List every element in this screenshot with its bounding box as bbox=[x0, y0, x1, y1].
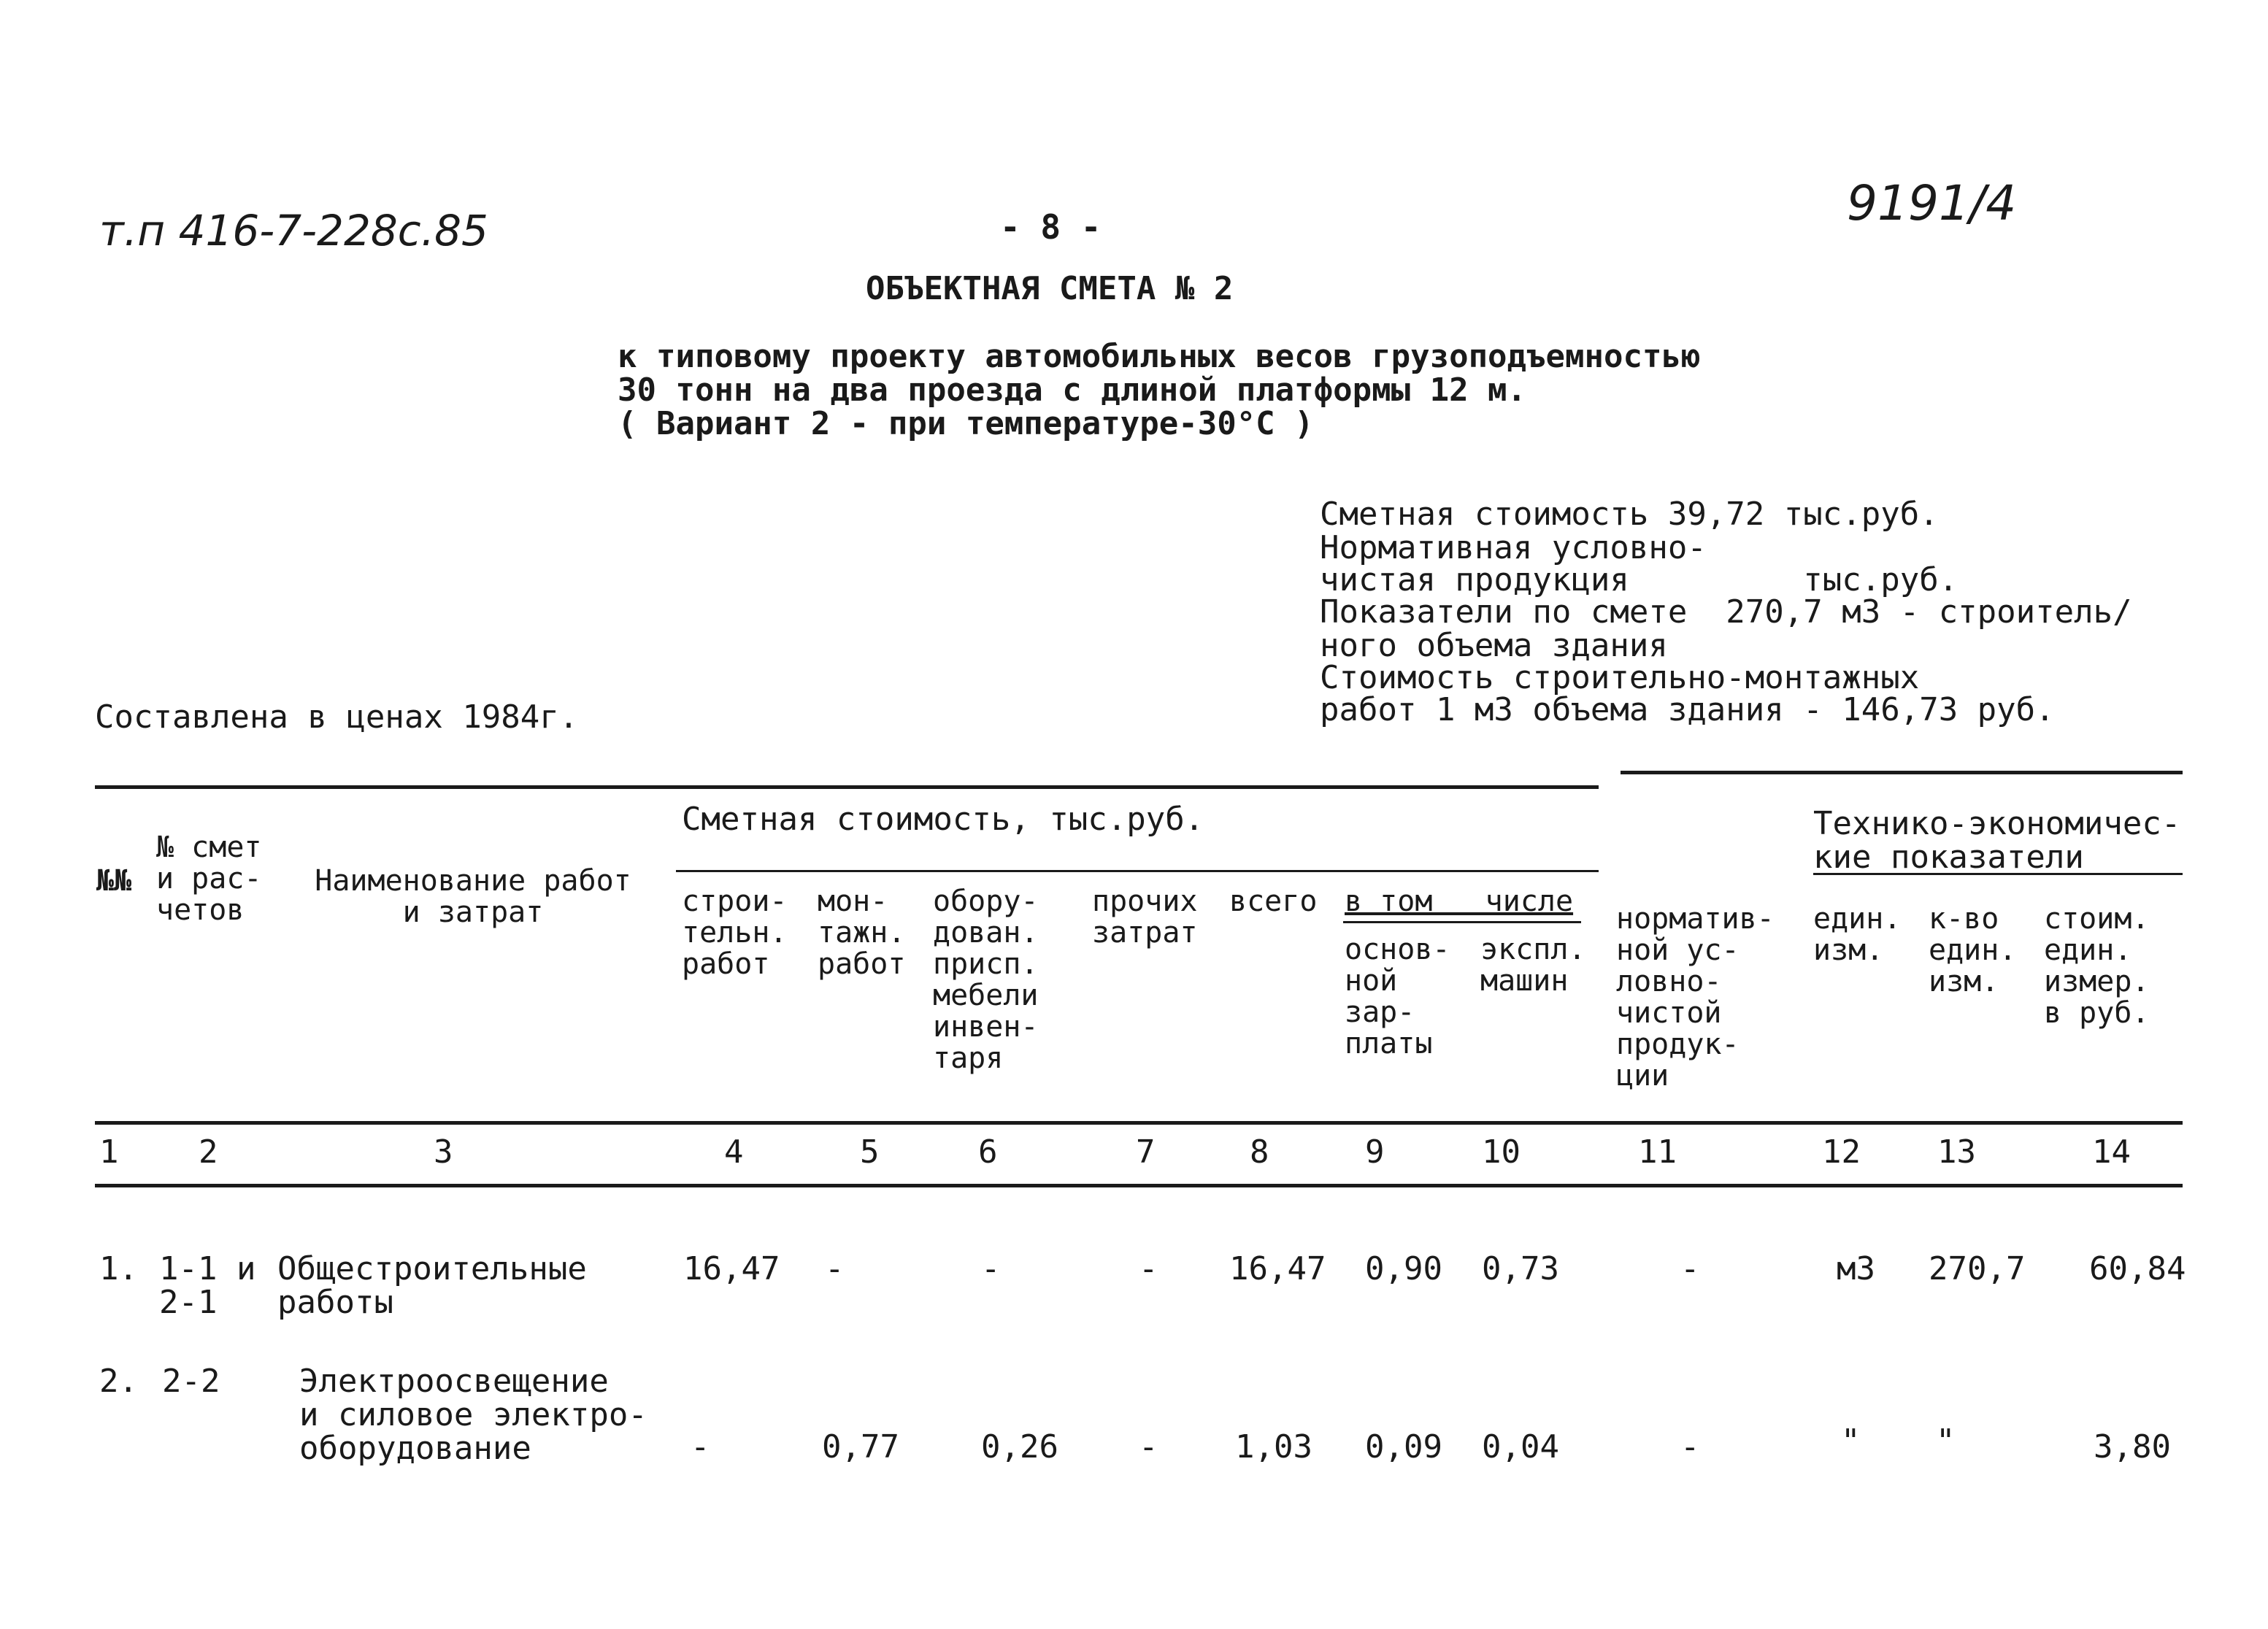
col-number-11: 11 bbox=[1638, 1133, 1677, 1171]
col-number-9: 9 bbox=[1365, 1133, 1385, 1171]
col-header-num: №№ bbox=[96, 864, 132, 898]
table-row-2-estimate: 2-2 bbox=[162, 1363, 220, 1400]
col-header-machines: экспл. машин bbox=[1480, 933, 1586, 998]
col-number-12: 12 bbox=[1822, 1133, 1861, 1171]
summary-line-6: Стоимость строительно-монтажных bbox=[1320, 659, 1920, 696]
col-number-6: 6 bbox=[978, 1133, 998, 1171]
table-row-1-num: 1. bbox=[99, 1250, 138, 1287]
col-header-normative: норматив- ной ус- ловно- чистой продук- ции bbox=[1616, 902, 1775, 1093]
header-bottom-rule bbox=[95, 1121, 2183, 1125]
incl-rule bbox=[1343, 921, 1581, 923]
col-number-5: 5 bbox=[860, 1133, 880, 1171]
table-row-1-wages: 0,90 bbox=[1365, 1250, 1442, 1287]
table-row-2-installation: 0,77 bbox=[822, 1428, 899, 1466]
summary-line-2: Нормативная условно- bbox=[1320, 529, 1707, 566]
col-header-other: прочих затрат bbox=[1092, 885, 1198, 950]
summary-line-7: работ 1 м3 объема здания - 146,73 руб. bbox=[1320, 691, 2055, 728]
col-number-13: 13 bbox=[1937, 1133, 1976, 1171]
table-row-2-wages: 0,09 bbox=[1365, 1428, 1442, 1466]
table-top-rule-left bbox=[95, 785, 1599, 789]
prices-note: Составлена в ценах 1984г. bbox=[95, 698, 579, 736]
col-header-installation: мон- тажн. работ bbox=[818, 885, 906, 981]
table-row-1-qty: 270,7 bbox=[1929, 1250, 2026, 1287]
table-row-1-normative: - bbox=[1680, 1250, 1700, 1287]
table-row-2-machines: 0,04 bbox=[1482, 1428, 1559, 1466]
table-row-1-other: - bbox=[1139, 1250, 1158, 1287]
table-row-2-unit: " bbox=[1841, 1422, 1861, 1460]
col-number-4: 4 bbox=[724, 1133, 744, 1171]
col-header-qty: к-во един. изм. bbox=[1929, 902, 2017, 998]
table-row-1-estimate: 1-1 и 2-1 bbox=[159, 1250, 256, 1321]
col-header-wages: основ- ной зар- платы bbox=[1345, 933, 1450, 1060]
col-header-estimate: № смет и рас- четов bbox=[156, 831, 262, 927]
col-header-construction: строи- тельн. работ bbox=[682, 885, 788, 981]
table-row-1-equipment: - bbox=[981, 1250, 1001, 1287]
table-row-1-machines: 0,73 bbox=[1482, 1250, 1559, 1287]
col-number-7: 7 bbox=[1136, 1133, 1156, 1171]
subtitle-line-1: к типовому проекту автомобильных весов грузоподъемностью bbox=[618, 338, 1701, 375]
table-row-2-num: 2. bbox=[99, 1363, 138, 1400]
table-row-1-name: Общестроительные работы bbox=[277, 1250, 587, 1321]
table-row-2-construction: - bbox=[691, 1428, 710, 1466]
cost-group-rule bbox=[676, 870, 1599, 872]
table-row-2-total: 1,03 bbox=[1235, 1428, 1312, 1466]
col-header-incl: в том числе bbox=[1345, 885, 1574, 918]
project-code: т.п 416-7-228с.85 bbox=[99, 206, 488, 255]
cost-group-header: Сметная стоимость, тыс.руб. bbox=[682, 801, 1204, 838]
col-header-total: всего bbox=[1229, 885, 1318, 918]
table-row-2-equipment: 0,26 bbox=[981, 1428, 1058, 1466]
table-row-2-qty: " bbox=[1936, 1422, 1956, 1460]
summary-line-3: чистая продукция тыс.руб. bbox=[1320, 561, 1958, 598]
numbers-bottom-rule bbox=[95, 1184, 2183, 1187]
document-title: ОБЪЕКТНАЯ СМЕТА № 2 bbox=[866, 270, 1234, 307]
table-row-1-unit-cost: 60,84 bbox=[2089, 1250, 2186, 1287]
col-header-name: Наименование работ и затрат bbox=[315, 864, 631, 929]
col-number-3: 3 bbox=[434, 1133, 453, 1171]
col-header-unit-cost: стоим. един. измер. в руб. bbox=[2044, 902, 2150, 1030]
col-number-2: 2 bbox=[199, 1133, 218, 1171]
table-row-1-installation: - bbox=[825, 1250, 845, 1287]
table-row-1-construction: 16,47 bbox=[683, 1250, 780, 1287]
col-number-1: 1 bbox=[99, 1133, 119, 1171]
col-number-8: 8 bbox=[1250, 1133, 1269, 1171]
table-row-2-unit-cost: 3,80 bbox=[2094, 1428, 2171, 1466]
page-number: - 8 - bbox=[1000, 207, 1102, 247]
col-number-10: 10 bbox=[1482, 1133, 1521, 1171]
table-row-2-other: - bbox=[1139, 1428, 1158, 1466]
table-row-1-unit: м3 bbox=[1837, 1250, 1875, 1287]
tech-group-header: Технико-экономичес- кие показатели bbox=[1813, 805, 2181, 876]
summary-line-1: Сметная стоимость 39,72 тыс.руб. bbox=[1320, 496, 1939, 533]
table-top-rule-right bbox=[1621, 771, 2183, 774]
table-row-1-total: 16,47 bbox=[1229, 1250, 1326, 1287]
subtitle-line-3: ( Вариант 2 - при температуре-30°С ) bbox=[618, 405, 1314, 442]
table-row-2-name: Электроосвещение и силовое электро- оборудование bbox=[299, 1363, 647, 1467]
summary-line-5: ного объема здания bbox=[1320, 627, 1668, 664]
subtitle-line-2: 30 тонн на два проезда с длиной платформы 12 м. bbox=[618, 371, 1527, 409]
col-header-unit: един. изм. bbox=[1813, 902, 1902, 967]
table-row-2-normative: - bbox=[1680, 1428, 1700, 1466]
archive-number: 9191/4 bbox=[1847, 175, 2017, 231]
col-number-14: 14 bbox=[2092, 1133, 2131, 1171]
summary-line-4: Показатели по смете 270,7 м3 - строитель/ bbox=[1320, 593, 2132, 631]
col-header-equipment: обору- дован. присп. мебели инвен- таря bbox=[933, 885, 1039, 1075]
